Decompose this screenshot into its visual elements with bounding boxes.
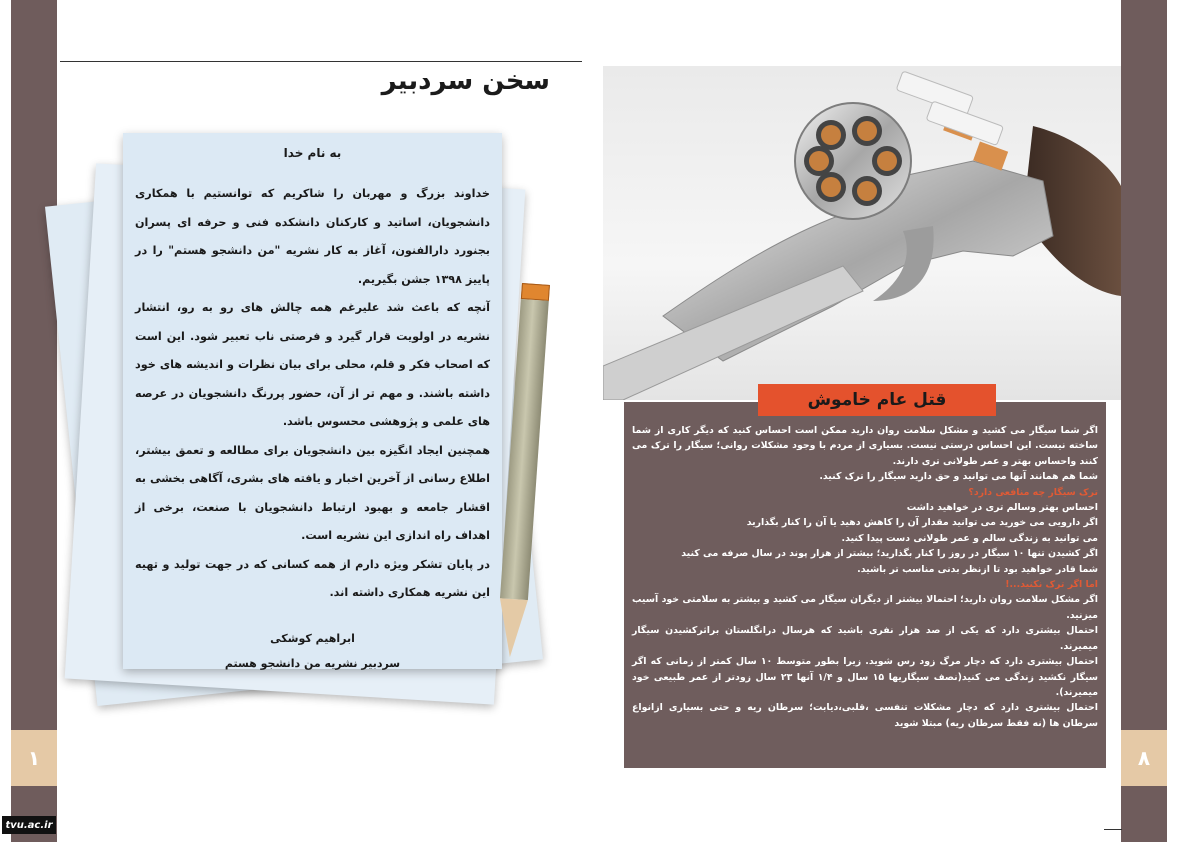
right-margin-strip bbox=[1121, 0, 1167, 842]
article-line: شما هم همانند آنها می توانید و حق دارید سیگار را ترک کنید. bbox=[819, 471, 1098, 483]
revolver-cigarettes-photo bbox=[603, 66, 1121, 400]
signature-role: سردبیر نشریه من دانشجو هستم bbox=[224, 656, 401, 670]
editorial-letter bbox=[135, 146, 490, 670]
article-line: احساس بهتر وسالم تری در خواهید داشت bbox=[906, 502, 1098, 514]
article-subheading: اما اگر ترک نکنید...! bbox=[1005, 579, 1098, 591]
left-page-number: ۱ bbox=[11, 730, 57, 786]
editorial-paragraph: خداوند بزرگ و مهربان را شاکریم که توانستیم با همکاری دانشجویان، اساتید و کارکنان دانشکده فنی و حرفه ای پسران بجنورد دارالفنون، آغاز به کار نشریه "من دانشجو هستم" را در پاییز ۱۳۹۸ جشن بگیریم. bbox=[135, 187, 490, 286]
article-line: اگر شما سیگار می کشید و مشکل سلامت روان دارید ممکن است احساس کنید که دیگر کاری از شما ساخته نیست. این احساس درستی نیست. بسیاری از مردم با وجود مشکلات روانی؛ سیگار را ترک می کنند واحساس بهتر و عمر طولانی تری دارند. bbox=[632, 425, 1098, 467]
article-subheading: ترک سیگار چه منافعی دارد؟ bbox=[968, 486, 1098, 498]
header-rule bbox=[60, 61, 582, 62]
article-line: اگر مشکل سلامت روان دارید؛ احتمالا بیشتر از دیگران سیگار می کشید و بیشتر به سلامتی خود آسیب میزنید. bbox=[632, 594, 1098, 621]
editorial-paragraph: در پایان تشکر ویژه دارم از همه کسانی که در جهت تولید و تهیه این نشریه همکاری داشته اند. bbox=[135, 557, 490, 599]
article-line: احتمال بیشتری دارد که دچار مشکلات تنفسی ،قلبی،دیابت؛ سرطان ریه و حتی بسیاری ازانواع سرطان ها (نه فقط سرطان ریه) مبتلا شوید bbox=[632, 702, 1098, 729]
page-title: سخن سردبیر bbox=[381, 66, 550, 96]
right-page-number: ۸ bbox=[1121, 730, 1167, 786]
bismillah-heading: به نام خدا bbox=[283, 146, 342, 160]
university-logo: tvu.ac.ir bbox=[2, 816, 56, 834]
article-line: احتمال بیشتری دارد که دچار مرگ زود رس شوید. زیرا بطور متوسط ۱۰ سال کمتر از زمانی که اگر سیگار نکشید زندگی می کنید(نصف سیگاریها ۱۵ سال و ۱/۴ آنها ۲۳ سال زودتر از عمر طبیعی خود میمیرند). bbox=[632, 656, 1098, 698]
article-body bbox=[632, 423, 1098, 731]
revolver-illustration bbox=[603, 66, 1121, 400]
article-line: اگر کشیدن تنها ۱۰ سیگار در روز را کنار بگذارید؛ بیشتر از هزار پوند در سال صرفه می کنید bbox=[681, 548, 1098, 560]
article-line: شما قادر خواهید بود تا ازنظر بدنی مناسب تر باشید. bbox=[857, 563, 1098, 575]
left-margin-strip bbox=[11, 0, 57, 842]
editorial-paragraph: همچنین ایجاد انگیزه بین دانشجویان برای مطالعه و تعمق بیشتر، اطلاع رسانی از آخرین اخبار و یافته های بشری، آگاهی بخشی به اقشار جامعه و بهبود ارتباط دانشجویان با صنعت، برخی از اهداف راه اندازی این نشریه است. bbox=[135, 443, 490, 542]
article-line: می توانید به زندگی سالم و عمر طولانی دست پیدا کنید. bbox=[841, 532, 1098, 544]
article-line: احتمال بیشتری دارد که یکی از صد هزار نفری باشید که هرسال درانگلستان براثرکشیدن سیگار میمیرند. bbox=[632, 625, 1098, 652]
signature-name: ابراهیم کوشکی bbox=[270, 631, 355, 645]
footer-rule bbox=[1104, 829, 1122, 830]
article-title: قتل عام خاموش bbox=[758, 384, 996, 416]
article-line: اگر دارویی می خورید می توانید مقدار آن را کاهش دهید یا آن را کنار بگذارید bbox=[746, 517, 1098, 529]
editorial-paragraph: آنچه که باعث شد علیرغم همه چالش های رو به رو، انتشار نشریه در اولویت قرار گیرد و فرصتی ناب تعبیر شود. این است که اصحاب فکر و قلم، محلی برای بیان نظرات و اندیشه های خود داشته باشند. و مهم تر از آن، حضور پررنگ دانشجویان در عرصه های علمی و پژوهشی محسوس باشد. bbox=[135, 301, 490, 428]
